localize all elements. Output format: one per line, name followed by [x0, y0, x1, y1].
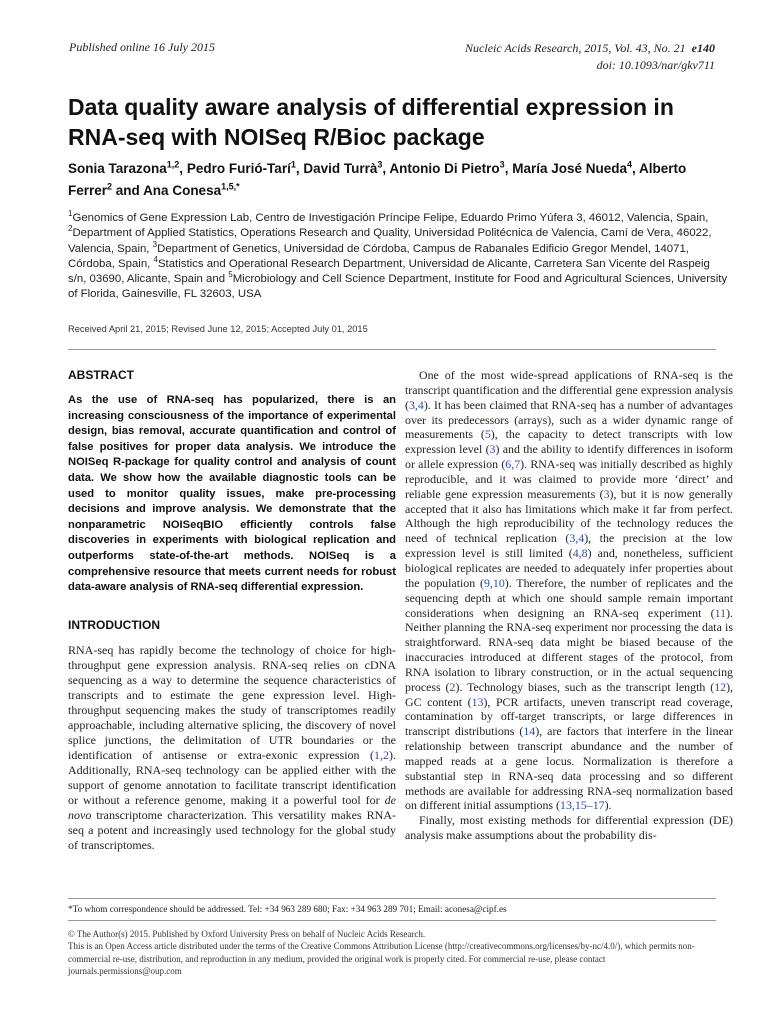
author-affil-marker: 3 — [499, 159, 505, 170]
reference-link[interactable]: 5 — [484, 427, 491, 442]
paragraph-text: ), the precision at the low expression level is still limited ( — [405, 531, 733, 561]
reference-link[interactable]: 12 — [714, 679, 727, 694]
author-name: David Turrà — [303, 161, 378, 176]
affil-marker: 1 — [68, 209, 73, 219]
affil-text: Statistics and Operational Research Department, Universidad de Alicante, Carretera San Vicente del Raspeig s/n, 03690, Alicante, Spain and — [68, 257, 710, 286]
doi-link[interactable]: doi: 10.1093/nar/gkv711 — [596, 58, 715, 72]
affil-text: Genomics of Gene Expression Lab, Centro de Investigación Príncipe Felipe, Eduardo Primo Yúfera 3, 46012, Valencia, Spain, — [72, 212, 709, 224]
copyright-line: © The Author(s) 2015. Published by Oxford University Press on behalf of Nucleic Acids Research. — [68, 929, 426, 939]
article-number: e140 — [691, 41, 715, 55]
paragraph-text: RNA-seq has rapidly become the technology of choice for high-throughput gene expression analysis. RNA-seq relies on cDNA sequencing as a way to determine the sequence characteristics of transcripts and to estimate the gene expression level. High-throughput sequencing makes the study of transcriptomes readily approachable, including alternative splicing, the discovery of novel splice junctions, the delimitation of UTR boundaries or the identification of antisense or extra-exonic expression ( — [68, 642, 396, 762]
affil-marker: 3 — [152, 239, 158, 249]
journal-name: Nucleic Acids Research, 2015, Vol. 43, No. 21 — [465, 41, 686, 55]
affil-text: Microbiology and Cell Science Department, Institute for Food and Agricultural Sciences, University of Florida, Gainesville, FL 32603, USA — [68, 273, 728, 301]
reference-link[interactable]: 13,15–17 — [560, 798, 605, 813]
paragraph-text: ). Therefore, the number of replicates and the sequencing depth at which one should sample remain important considerations when designing an RNA-seq experiment ( — [405, 575, 733, 620]
author-name: Pedro Furió-Tarí — [186, 161, 291, 176]
author-affil-marker: 1 — [290, 159, 296, 170]
author-name: Ana Conesa — [143, 183, 222, 198]
footnote-divider — [68, 898, 716, 899]
reference-link[interactable]: 3,4 — [408, 397, 424, 412]
author-affil-marker: 1,2 — [166, 159, 180, 170]
author-list: Sonia Tarazona$^{1,2}$, Pedro Furió-Tarí$^1$, David Turrà$^3$, Antonio Di Pietro$^3$, María José Nueda$^4$, Alberto Ferrer$^2$ and Ana Conesa$^{1,5,*}$ — [68, 159, 687, 198]
left-column — [68, 368, 396, 853]
author-name: Sonia Tarazona — [68, 161, 167, 176]
paragraph-text: ). — [604, 798, 612, 813]
correspondence-footnote: *To whom correspondence should be addressed. Tel: +34 963 289 680; Fax: +34 963 289 701; Email: aconesa@cipf.es — [68, 904, 507, 914]
reference-link[interactable]: 4,8 — [572, 546, 588, 561]
received-dates: Received April 21, 2015; Revised June 12, 2015; Accepted July 01, 2015 — [68, 324, 368, 334]
reference-link[interactable]: 13 — [471, 694, 484, 709]
article-title: Data quality aware analysis of differential expression in RNA-seq with NOISeq R/Bioc package — [68, 94, 674, 150]
reference-link[interactable]: 14 — [523, 724, 536, 739]
paragraph-text: ) and, nonetheless, sufficient biological replicates are needed to adequately infer properties about the population ( — [405, 546, 734, 590]
divider — [68, 349, 716, 350]
paragraph-text: One of the most wide-spread applications of RNA-seq is the transcript quantification and the differential gene expression analysis ( — [405, 368, 733, 412]
author-name: Alberto Ferrer — [68, 161, 687, 198]
reference-link[interactable]: 2 — [449, 679, 456, 694]
paragraph-text: ), GC content ( — [405, 679, 734, 709]
reference-link[interactable]: 3 — [489, 442, 496, 457]
body-paragraph — [405, 813, 733, 843]
italic-term: de novo — [68, 792, 396, 822]
affiliations — [68, 211, 728, 303]
published-date: Published online 16 July 2015 — [69, 40, 215, 54]
reference-link[interactable]: 11 — [714, 605, 727, 620]
introduction-paragraph — [68, 643, 396, 853]
paragraph-text: ). Technology biases, such as the transcript length ( — [455, 679, 715, 694]
reference-link[interactable]: 6,7 — [505, 457, 521, 472]
paragraph-text: ) and the ability to identify differences in isoform or allele expression ( — [405, 442, 733, 472]
license-text: This is an Open Access article distributed under the terms of the Creative Commons Attribution License (http://creativecommons.org/licenses/by-nc/4.0/), which permits non-commercial re-use, distribution, and reproduction in any medium, provided the original work is properly cited. For commercial re-use, please contact journals.permissions@oup.com — [68, 941, 695, 976]
author-affil-marker: 2 — [107, 181, 113, 192]
paragraph-text: ), but it is now generally accepted that it also has limitations which make it far from perfect. Although the high reproducibility of the technology reduces the need of technical replication ( — [405, 486, 733, 546]
paragraph-text: ). RNA-seq was initially described as highly reproducible, and it was claimed to provide more ‘direct’ and reliable gene expression measurements ( — [405, 457, 733, 501]
reference-link[interactable]: 3 — [603, 486, 610, 501]
affil-marker: 5 — [228, 270, 233, 280]
abstract-heading: ABSTRACT — [68, 368, 134, 382]
footnote-divider — [68, 920, 716, 921]
paragraph-text: ), the capacity to detect transcripts with low expression level ( — [405, 427, 733, 457]
reference-link[interactable]: 9,10 — [483, 575, 505, 590]
author-affil-marker: 4 — [627, 159, 633, 170]
affil-text: Department of Applied Statistics, Operations Research and Quality, Universidad Politécnica de Valencia, Camí de Vera, 46022, Valencia, Spain, — [68, 227, 712, 255]
affil-text: Department of Genetics, Universidad de Córdoba, Campus de Rabanales Edificio Gregor Mendel, 14071, Córdoba, Spain, — [68, 242, 689, 270]
body-paragraph — [405, 368, 733, 813]
paragraph-text: ), are factors that interfere in the linear relationship between transcript abundance and the number of mapped reads at a gene locus. Normalization is therefore a substantial step in RNA-seq data processing and so different methods are available for addressing RNA-seq normalization based on different initial assumptions ( — [405, 724, 733, 813]
paragraph-text: ). Neither planning the RNA-seq experiment nor processing the data is straightforward. RNA-seq data might be biased because of the inaccuracies introduced at different stages of the protocol, from RNA isolation to library construction, or in the actual sequencing process ( — [405, 605, 733, 694]
author-affil-marker: 1,5,* — [221, 181, 240, 192]
abstract-text: As the use of RNA-seq has popularized, there is an increasing consciousness of the importance of experimental design, bias removal, accurate quantification and control of false positives for proper data analysis. We introduce the NOISeq R-package for quality control and analysis of count data. We show how the available diagnostic tools can be used to monitor quality issues, make pre-processing decisions and improve analysis. We demonstrate that the nonparametric NOISeqBIO efficiently controls false discoveries in experiments with biological replication and outperforms state-of-the-art methods. NOISeq is a comprehensive resource that meets current needs for robust data-aware analysis of RNA-seq differential expression. — [68, 394, 396, 594]
author-name: María José Nueda — [512, 161, 627, 176]
paragraph-text: ), PCR artifacts, uneven transcript read coverage, contamination by off-target transcripts, or large differences in transcript distributions ( — [405, 694, 733, 739]
paragraph-text: ). It has been claimed that RNA-seq has a number of advantages over its predecessors (arrays), such as a wider dynamic range of measurements ( — [405, 397, 733, 442]
paragraph-text: ). Additionally, RNA-seq technology can be applied either with the support of genome annotation to facilitate transcript identification or without a reference genome, making it a powerful tool for — [68, 747, 396, 807]
affil-marker: 2 — [68, 224, 73, 234]
author-affil-marker: 3 — [377, 159, 383, 170]
copyright-notice — [68, 928, 716, 977]
introduction-heading: INTRODUCTION — [68, 617, 160, 632]
affil-marker: 4 — [153, 255, 158, 265]
author-name: Antonio Di Pietro — [389, 161, 500, 176]
paragraph-text: Finally, most existing methods for differential expression (DE) analysis make assumptions about the probability dis- — [405, 813, 733, 843]
right-column — [405, 368, 733, 843]
journal-citation — [465, 40, 715, 74]
reference-link[interactable]: 3,4 — [569, 531, 585, 546]
paragraph-text: transcriptome characterization. This versatility makes RNA-seq a potent and increasingly used technology for the global study of transcriptomes. — [68, 807, 396, 852]
reference-link[interactable]: 1,2 — [374, 747, 389, 762]
